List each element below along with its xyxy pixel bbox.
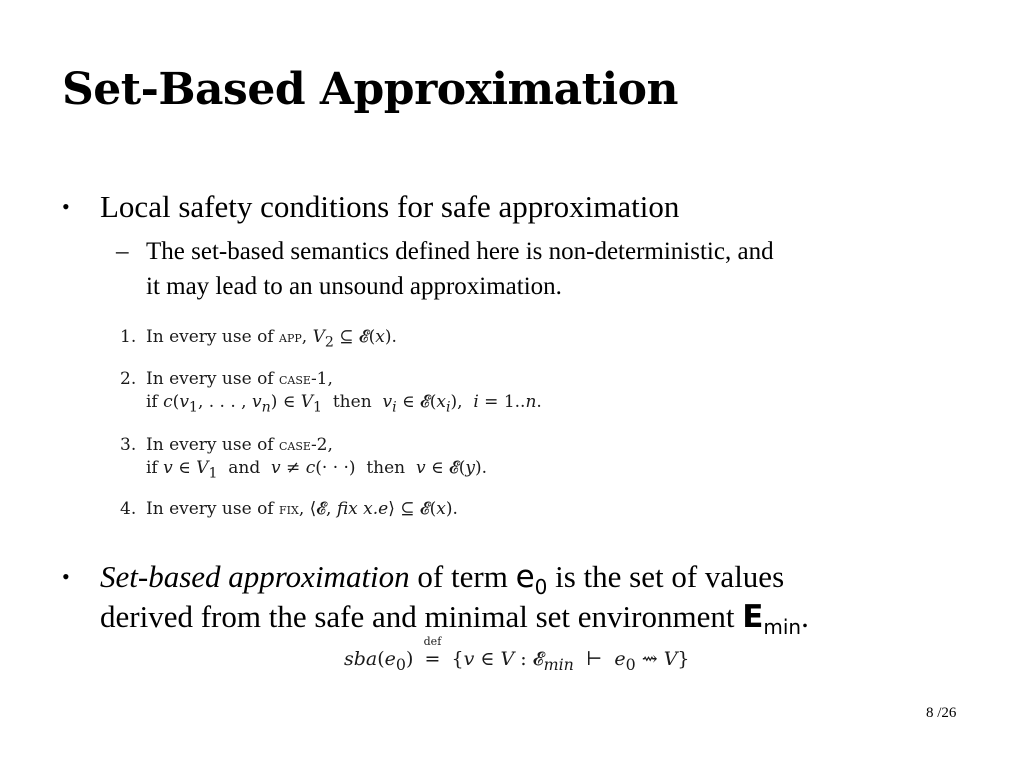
- bullet-dot-icon: •: [62, 564, 70, 589]
- bullet2-line-2: derived from the safe and minimal set environment $E_{min}$.: [100, 599, 809, 640]
- condition-1-formula: In every use of app, $V_2$ ⊆ 𝓔(x).: [146, 327, 397, 351]
- condition-2-formula: In every use of case-1, if $c(v_1$, . . . , $v_n$) ∈ $V_1$ then $v_i$ ∈ $𝓔(x_i)$, i = 1..n.: [146, 369, 542, 416]
- bullet-text: Local safety conditions for safe approximation: [100, 189, 680, 224]
- slide-title: Set-Based Approximation: [62, 64, 678, 115]
- page-number: 8 /26: [926, 705, 957, 721]
- condition-3-formula: In every use of case-2, if v ∈ $V_1$ and v ≠ c(· · ·) then v ∈ 𝓔(y).: [146, 435, 487, 482]
- condition-4-formula: In every use of fix, ⟨𝓔, fix x.e⟩ ⊆ 𝓔(x).: [146, 499, 458, 519]
- sub-bullet-line-1: The set-based semantics defined here is non-deterministic, and: [146, 238, 774, 265]
- sba-definition-formula: $sba(e_0)$ def = {v ∈ V : 𝓔$_{min}$ ⊢ $e_0$ ⇝ V}: [344, 635, 690, 674]
- bullet2-line-1: Set-based approximation of term $e_0$ is the set of values: [100, 559, 785, 600]
- bullet-dot-icon: •: [62, 194, 70, 219]
- sub-bullet-line-2: it may lead to an unsound approximation.: [146, 273, 562, 300]
- dash-icon: –: [116, 238, 129, 265]
